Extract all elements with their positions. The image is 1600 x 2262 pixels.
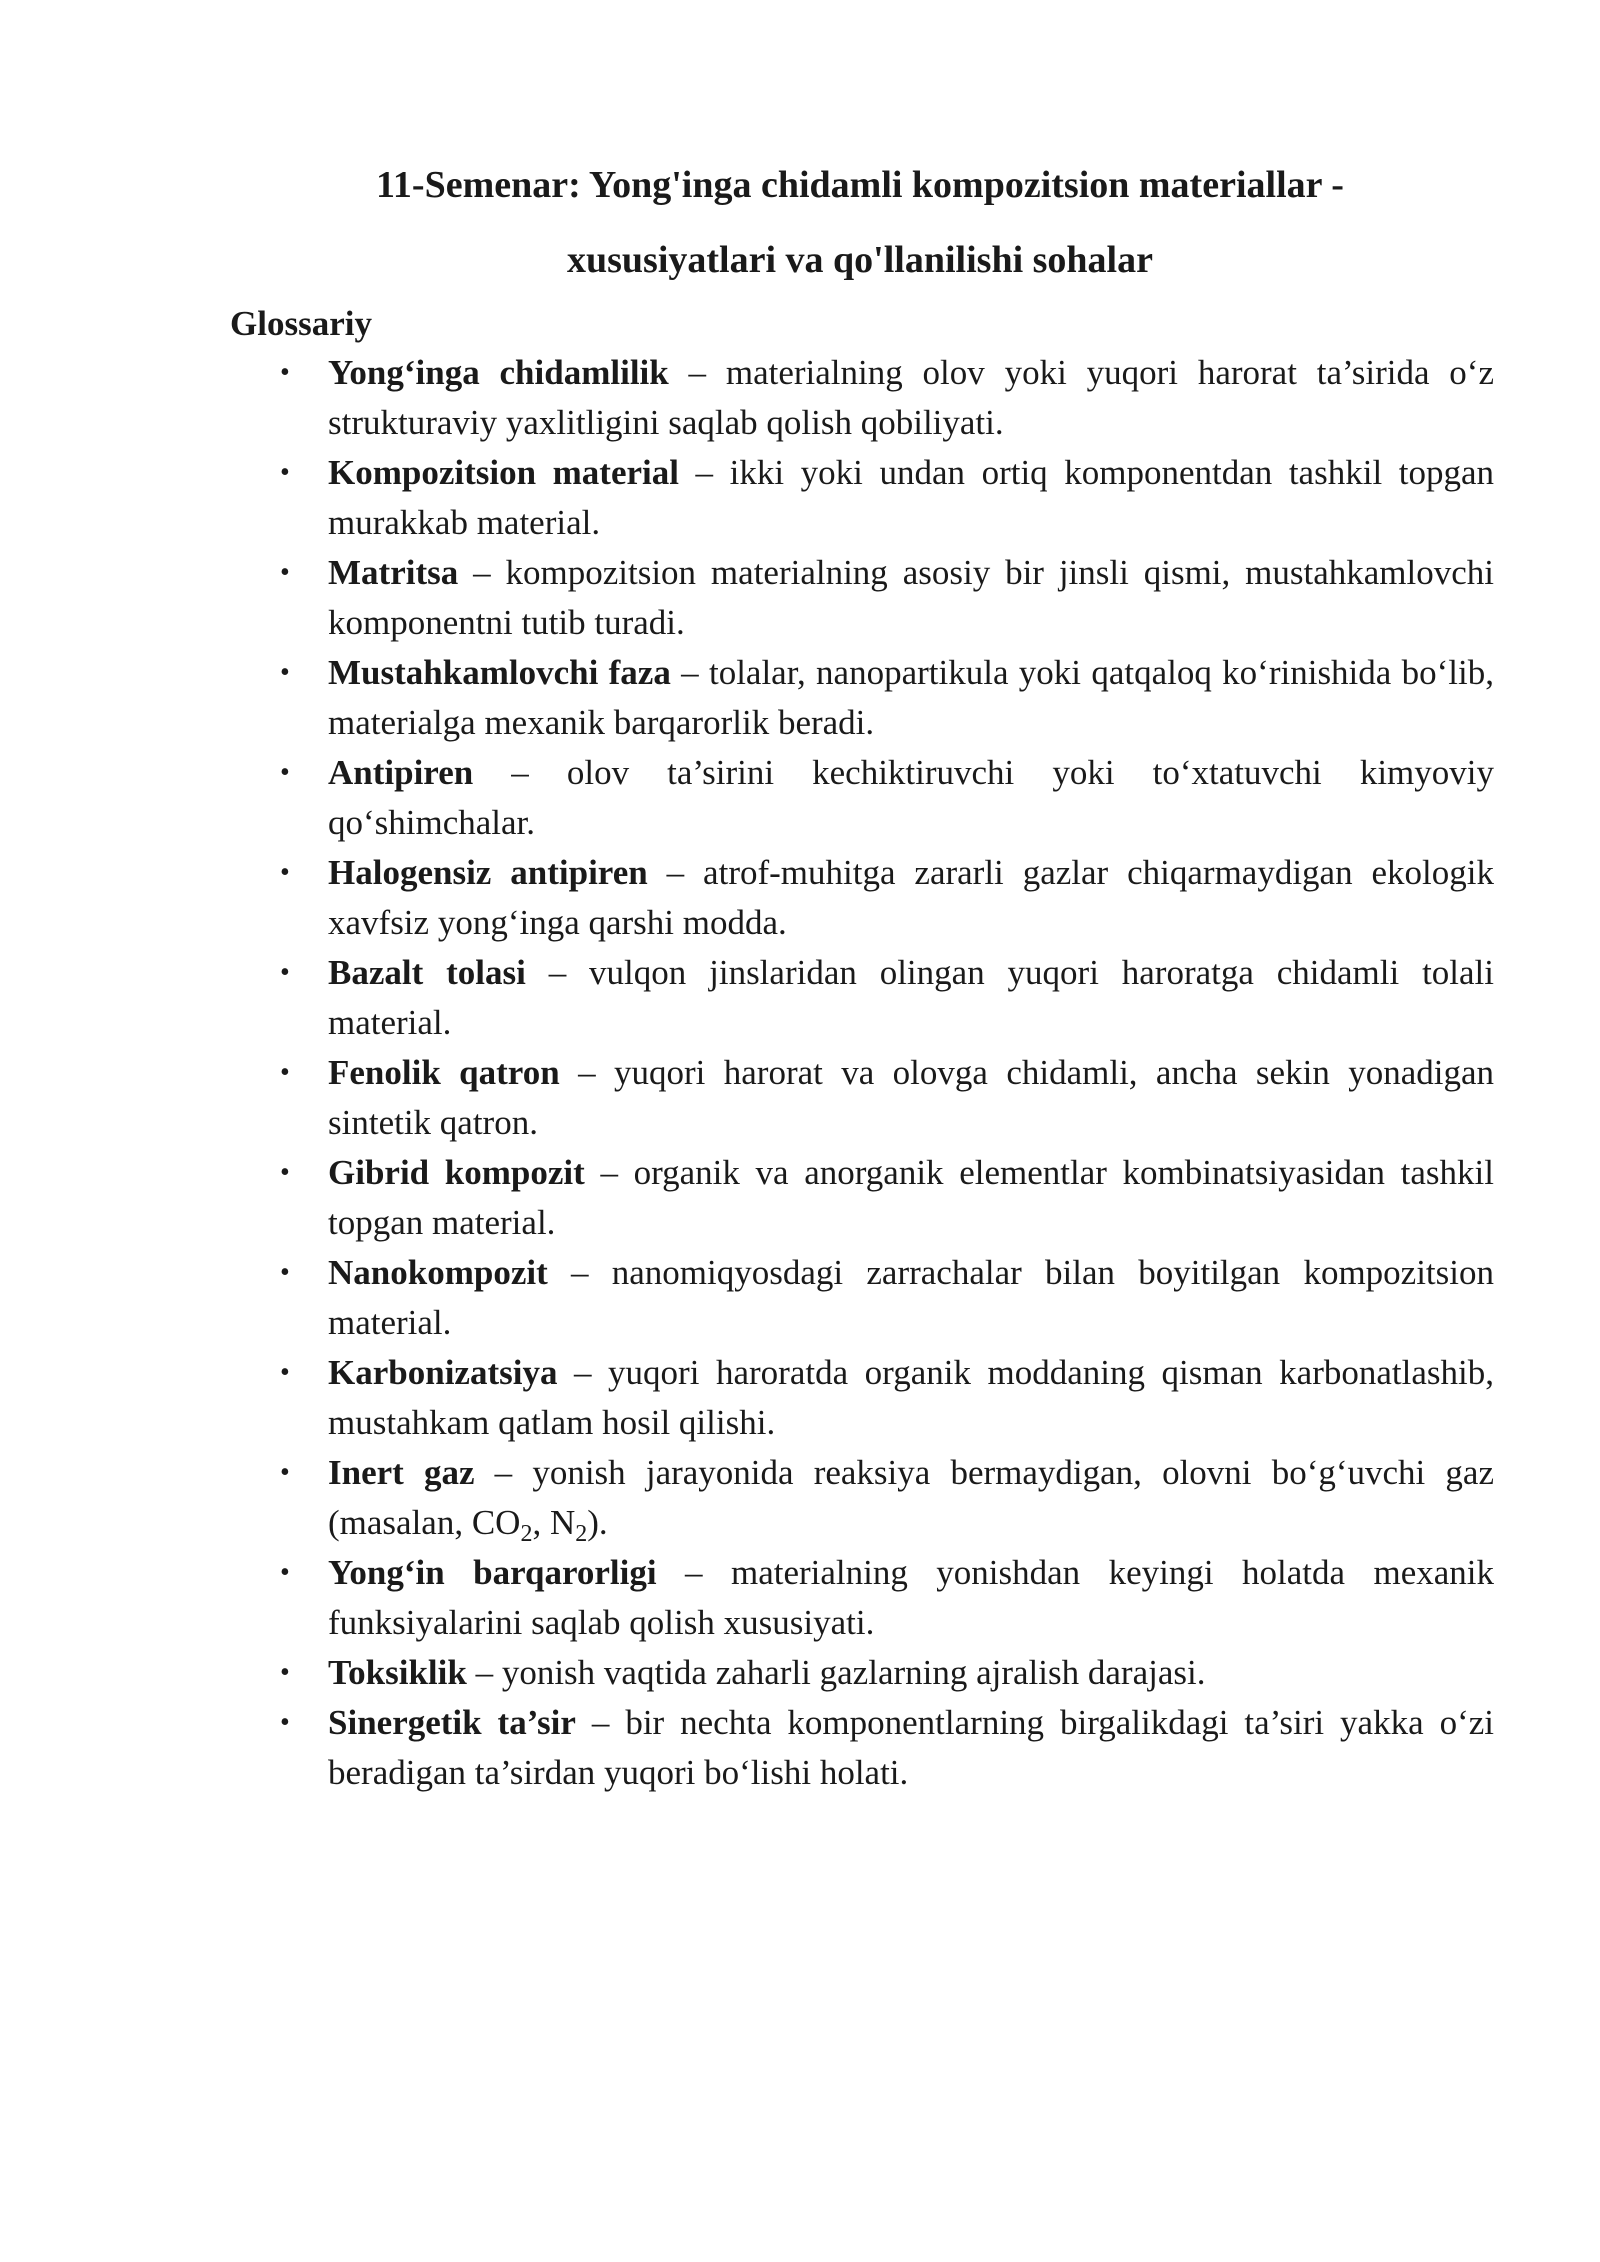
glossary-item xyxy=(280,1548,1494,1648)
glossary-term: Toksiklik xyxy=(328,1653,467,1692)
glossary-definition: – materialning olov yoki yuqori harorat ta’sirida o‘z strukturaviy yaxlitligini saqlab qolish qobiliyati. xyxy=(328,353,1494,442)
glossary-item xyxy=(280,848,1495,948)
glossary-definition: – yonish jarayonida reaksiya bermaydigan, olovni bo‘g‘uvchi gaz (masalan, CO xyxy=(328,1453,1494,1542)
glossary-definition: – olov ta’sirini kechiktiruvchi yoki to‘xtatuvchi kimyoviy qo‘shimchalar. xyxy=(328,753,1494,842)
glossary-term: Bazalt tolasi xyxy=(328,953,526,992)
glossary-term: Antipiren xyxy=(328,753,474,792)
glossary-definition: – bir nechta komponentlarning birgalikdagi ta’siri yakka o‘zi beradigan ta’sirdan yuqori bo‘lishi holati. xyxy=(328,1703,1494,1792)
glossary-definition: – kompozitsion materialning asosiy bir jinsli qismi, mustahkamlovchi komponentni tutib turadi. xyxy=(328,553,1494,642)
glossary-definition: – materialning yonishdan keyingi holatda mexanik funksiyalarini saqlab qolish xususiyati. xyxy=(328,1553,1494,1642)
bullet-icon: • xyxy=(280,757,290,788)
bullet-icon: • xyxy=(280,1257,290,1288)
bullet-icon: • xyxy=(280,1457,290,1488)
glossary-item xyxy=(280,348,1494,448)
glossary-term: Matritsa xyxy=(328,553,459,592)
glossary-definition: – atrof-muhitga zararli gazlar chiqarmaydigan ekologik xavfsiz yong‘inga qarshi modda. xyxy=(328,853,1495,942)
glossary-item xyxy=(280,1698,1494,1798)
subscript: 2 xyxy=(575,1521,588,1547)
glossary-item xyxy=(280,548,1494,648)
bullet-icon: • xyxy=(280,457,290,488)
glossary-item xyxy=(280,448,1494,548)
glossary-item xyxy=(280,748,1494,848)
glossary-definition: – yonish vaqtida zaharli gazlarning ajralish darajasi. xyxy=(466,1653,1206,1692)
glossary-item xyxy=(280,948,1494,1048)
bullet-icon: • xyxy=(280,1657,290,1688)
glossary-definition: – yuqori haroratda organik moddaning qisman karbonatlashib, mustahkam qatlam hosil qilishi. xyxy=(328,1353,1494,1442)
glossary-term: Halogensiz antipiren xyxy=(328,853,648,892)
glossary-term: Sinergetik ta’sir xyxy=(328,1703,576,1742)
bullet-icon: • xyxy=(280,1557,290,1588)
glossary-item xyxy=(280,1448,1494,1548)
page-title xyxy=(200,148,1520,298)
glossary-definition: – yuqori harorat va olovga chidamli, ancha sekin yonadigan sintetik qatron. xyxy=(328,1053,1495,1142)
bullet-icon: • xyxy=(280,1057,290,1088)
bullet-icon: • xyxy=(280,957,290,988)
bullet-icon: • xyxy=(280,657,290,688)
glossary-definition-mid: , N xyxy=(532,1503,576,1542)
glossary-term: Nanokompozit xyxy=(328,1253,548,1292)
bullet-icon: • xyxy=(280,557,290,588)
bullet-icon: • xyxy=(280,1157,290,1188)
glossary-definition: – nanomiqyosdagi zarrachalar bilan boyitilgan kompozitsion material. xyxy=(328,1253,1494,1342)
bullet-icon: • xyxy=(280,1707,290,1738)
title-line-2: xususiyatlari va qo'llanilishi sohalar xyxy=(567,239,1153,281)
glossary-item xyxy=(280,1648,1494,1698)
glossary-item xyxy=(280,648,1494,748)
glossary-term: Karbonizatsiya xyxy=(328,1353,558,1392)
glossary-item xyxy=(280,1148,1494,1248)
subscript: 2 xyxy=(520,1521,533,1547)
glossary-list xyxy=(280,348,1495,1798)
glossary-heading: Glossariy xyxy=(230,304,372,343)
glossary-definition: – vulqon jinslaridan olingan yuqori haroratga chidamli tolali material. xyxy=(328,953,1494,1042)
glossary-item xyxy=(280,1348,1494,1448)
glossary-term: Fenolik qatron xyxy=(328,1053,560,1092)
glossary-term: Inert gaz xyxy=(328,1453,475,1492)
bullet-icon: • xyxy=(280,357,290,388)
title-line-1: 11-Semenar: Yong'inga chidamli kompozitsion materiallar - xyxy=(376,164,1344,206)
glossary-term: Yong‘inga chidamlilik xyxy=(328,353,669,392)
glossary-definition: – organik va anorganik elementlar kombinatsiyasidan tashkil topgan material. xyxy=(328,1153,1494,1242)
glossary-item xyxy=(280,1048,1495,1148)
glossary-term: Mustahkamlovchi faza xyxy=(328,653,671,692)
bullet-icon: • xyxy=(280,1357,290,1388)
glossary-definition: – ikki yoki undan ortiq komponentdan tashkil topgan murakkab material. xyxy=(328,453,1494,542)
glossary-term: Kompozitsion material xyxy=(328,453,679,492)
bullet-icon: • xyxy=(280,857,290,888)
glossary-term: Yong‘in barqarorligi xyxy=(328,1553,657,1592)
glossary-item xyxy=(280,1248,1494,1348)
glossary-definition: – tolalar, nanopartikula yoki qatqaloq ko‘rinishida bo‘lib, materialga mexanik barqarorlik beradi. xyxy=(328,653,1494,742)
glossary-definition-tail: ). xyxy=(587,1503,608,1542)
glossary-term: Gibrid kompozit xyxy=(328,1153,585,1192)
